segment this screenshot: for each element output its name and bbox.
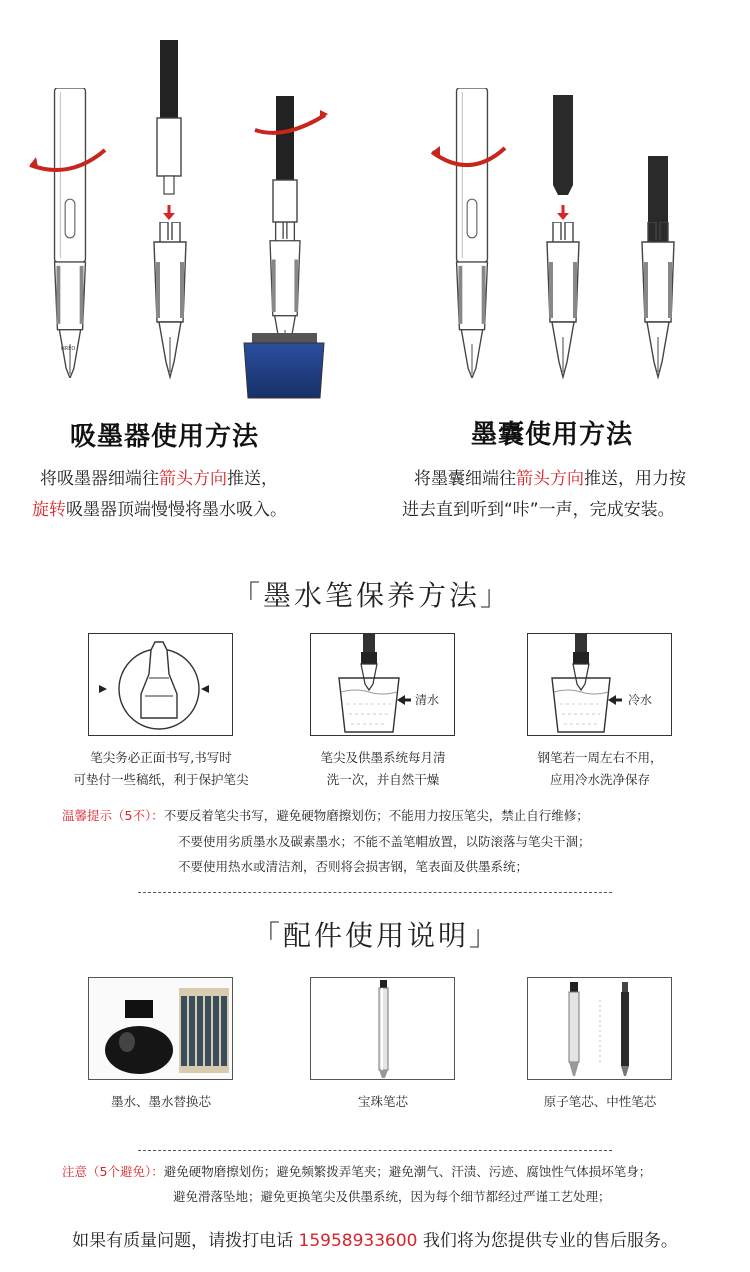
converter-line1-highlight: 箭头方向 <box>159 469 227 489</box>
care-caption-1 <box>66 747 256 791</box>
care-tip-2: 不要使用劣质墨水及碳素墨水；不能不盖笔帽放置，以防滚落与笔尖干涸； <box>178 834 591 849</box>
cartridge-desc-line1 <box>414 465 686 493</box>
care-heading: 「墨水笔保养方法」 <box>232 579 512 612</box>
care-box-nib <box>88 633 233 736</box>
notice-line1 <box>62 1160 651 1184</box>
care-caption-3 <box>505 747 695 791</box>
notice-item-2: 避免滑落坠地；避免更换笔尖及供墨系统，因为每个细节都经过严谨工艺处理； <box>173 1189 611 1204</box>
cartridge-desc-line2: 进去直到听到“咔”一声，完成安装。 <box>402 500 675 520</box>
converter-line1-prefix: 将吸墨器细端往 <box>40 469 159 489</box>
footer-phone[interactable]: 15958933600 <box>298 1231 418 1251</box>
care-tips-line1 <box>62 804 589 828</box>
nib-in-water-icon <box>311 634 455 736</box>
divider-2 <box>138 1150 612 1151</box>
pen-illustrations <box>0 0 750 400</box>
accessory-box-rollerball <box>310 977 455 1080</box>
care-caption-1-line1: 笔尖务必正面书写,书写时 <box>90 750 232 765</box>
footer-prefix: 如果有质量问题，请拨打电话 <box>72 1231 299 1251</box>
care-tips-label: 温馨提示（5不）： <box>62 808 164 823</box>
care-box-water <box>310 633 455 736</box>
accessory-box-ballpoint <box>527 977 672 1080</box>
care-caption-3-line2: 应用冷水洗净保存 <box>549 772 650 787</box>
cartridge-line1-prefix: 将墨囊细端往 <box>414 469 516 489</box>
ink-bottle-icon <box>89 978 233 1080</box>
divider-1 <box>138 892 612 893</box>
nib-in-cold-water-icon <box>528 634 672 736</box>
accessory-caption-3: 原子笔芯、中性笔芯 <box>543 1094 657 1109</box>
cold-water-label: 冷水 <box>628 693 653 707</box>
ballpoint-refill-icon <box>528 978 672 1080</box>
converter-desc-line1 <box>40 465 278 493</box>
care-caption-2-line1: 笔尖及供墨系统每月清 <box>320 750 446 765</box>
converter-line1-suffix: 推送， <box>227 469 278 489</box>
care-box-cold-water <box>527 633 672 736</box>
converter-line2-suffix: 吸墨器顶端慢慢将墨水吸入。 <box>66 500 287 520</box>
converter-title: 吸墨器使用方法 <box>70 422 260 452</box>
notice-item-1: 避免硬物磨擦划伤；避免频繁拨弄笔夹；避免潮气、汗渍、污迹、腐蚀性气体损坏笔身； <box>163 1164 652 1179</box>
accessory-caption-2: 宝珠笔芯 <box>357 1094 408 1109</box>
nib-writing-icon <box>89 634 233 736</box>
care-caption-2-line2: 洗一次，并自然干燥 <box>326 772 440 787</box>
pen-label: HREO <box>61 346 76 352</box>
footer-service <box>0 1226 750 1251</box>
care-caption-2 <box>288 747 478 791</box>
accessories-heading: 「配件使用说明」 <box>252 919 501 952</box>
rollerball-refill-icon <box>311 978 455 1080</box>
converter-line2-highlight: 旋转 <box>32 500 66 520</box>
care-tip-3: 不要使用热水或清洁剂，否则将会损害钢，笔表面及供墨系统； <box>178 859 529 874</box>
footer-suffix: 我们将为您提供专业的售后服务。 <box>417 1231 678 1251</box>
cartridge-line1-suffix: 推送，用力按 <box>584 469 686 489</box>
notice-label: 注意（5个避免）： <box>62 1164 164 1179</box>
water-label: 清水 <box>415 693 440 707</box>
care-tip-1: 不要反着笔尖书写，避免硬物磨擦划伤；不能用力按压笔尖，禁止自行维修； <box>163 808 589 823</box>
converter-desc-line2 <box>32 496 287 524</box>
cartridge-line1-highlight: 箭头方向 <box>516 469 584 489</box>
cartridge-title: 墨囊使用方法 <box>471 420 634 450</box>
care-caption-3-line1: 钢笔若一周左右不用， <box>537 750 663 765</box>
care-caption-1-line2: 可垫付一些稿纸，利于保护笔尖 <box>73 772 249 787</box>
accessory-box-ink <box>88 977 233 1080</box>
accessory-caption-1: 墨水、墨水替换芯 <box>110 1094 211 1109</box>
